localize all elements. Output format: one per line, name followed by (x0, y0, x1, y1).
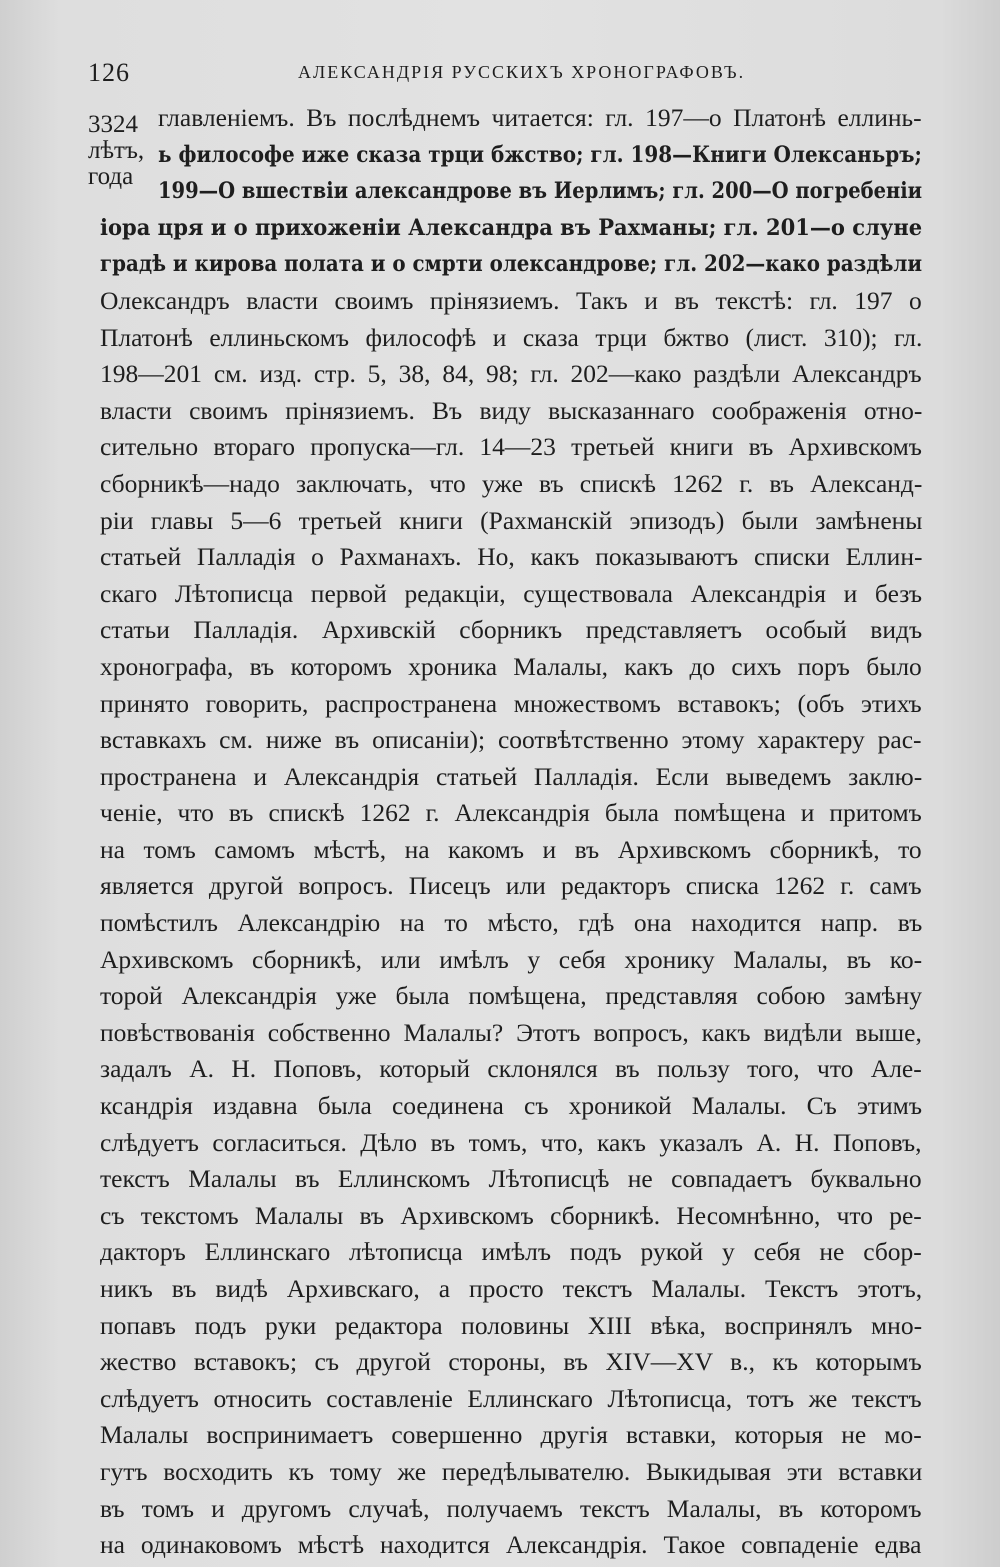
text-line: сборникѣ—надо заключать, что уже въ спискѣ 1262 г. въ Александ- (100, 468, 922, 498)
text-line: градѣ и кирова полата и о смрти олександрове; гл. 202—како раздѣли (100, 251, 922, 278)
text-line: принято говорить, распространена множествомъ вставокъ; (объ этихъ (100, 688, 922, 718)
text-line: задалъ А. Н. Поповъ, который склонялся въ пользу того, что Але- (100, 1054, 922, 1084)
page-header (88, 48, 928, 88)
text-line: гутъ восходить къ тому же передѣлывателю. Выкидывая эти вставки (100, 1456, 922, 1486)
text-line: главленіемъ. Въ послѣднемъ читается: гл. 197—о Платонѣ еллинь- (158, 103, 922, 132)
text-line: попавъ подъ руки редактора половины XIII вѣка, воспринялъ мно- (100, 1310, 922, 1340)
text-line: іора цря и о прихоженіи Александра въ Рахманы; гл. 201—о слуне (100, 214, 922, 241)
text-line: слѣдуетъ согласиться. Дѣло въ томъ, что, какъ указалъ А. Н. Поповъ, (100, 1127, 922, 1157)
text-line: скаго Лѣтописца первой редакціи, существовала Александрія и безъ (100, 578, 922, 608)
margin-note-of-year: года (88, 163, 134, 190)
text-line: въ томъ и другомъ случаѣ, получаемъ текстъ Малалы, въ которомъ (100, 1493, 922, 1523)
page-number: 126 (88, 58, 130, 87)
text-line: никъ въ видѣ Архивскаго, а просто текстъ Малалы. Текстъ этотъ, (100, 1274, 922, 1303)
text-line: статьей Палладія о Рахманахъ. Но, какъ показываютъ списки Еллин- (100, 542, 922, 572)
running-title: АЛЕКСАНДРІЯ РУССКИХЪ ХРОНОГРАФОВЪ. (298, 62, 746, 82)
text-line: статьи Палладія. Архивскій сборникъ представляетъ особый видъ (100, 615, 922, 645)
text-line: Платонѣ еллиньскомъ философѣ и сказа трци бжтво (лист. 310); гл. (100, 322, 922, 352)
text-line: дакторъ Еллинскаго лѣтописца имѣлъ подъ рукой у себя не сбор- (100, 1237, 922, 1267)
text-line: ксандрія издавна была соединена съ хроникой Малалы. Съ этимъ (100, 1091, 922, 1121)
text-line: торой Александрія уже была помѣщена, представляя собою замѣну (100, 981, 922, 1011)
text-line: на томъ самомъ мѣстѣ, на какомъ и въ Архивскомъ сборникѣ, то (100, 834, 922, 864)
text-line: на одинаковомъ мѣстѣ находится Александрія. Такое совпаденіе едва (100, 1530, 922, 1560)
text-line: сительно втораго пропуска—гл. 14—23 третьей книги въ Архивскомъ (100, 432, 922, 462)
text-line: ріи главы 5—6 третьей книги (Рахманскій эпизодъ) были замѣнены (100, 505, 922, 535)
text-line: хронографа, въ которомъ хроника Малалы, какъ до сихъ поръ было (100, 651, 922, 681)
text-line: повѣствованія собственно Малалы? Этотъ вопросъ, какъ видѣли выше, (100, 1017, 922, 1047)
text-line: ь философе иже сказа трци бжство; гл. 198—Книги Олексаньръ; (158, 141, 922, 168)
text-line: пространена и Александрія статьей Палладія. Если выведемъ заклю- (100, 761, 922, 791)
text-line: Олександръ власти своимъ прінязиемъ. Такъ и въ текстѣ: гл. 197 о (100, 285, 922, 315)
text-line: ченіе, что въ спискѣ 1262 г. Александрія была помѣщена и притомъ (100, 798, 922, 828)
text-line: слѣдуетъ относить составленіе Еллинскаго Лѣтописца, тотъ же текстъ (100, 1383, 922, 1413)
text-line: съ текстомъ Малалы въ Архивскомъ сборникѣ. Несомнѣнно, что ре- (100, 1200, 922, 1230)
text-line: вставкахъ см. ниже въ описаніи); соотвѣтственно этому характеру рас- (100, 725, 922, 755)
text-line: Архивскомъ сборникѣ, или имѣлъ у себя хронику Малалы, въ ко- (100, 944, 922, 974)
text-line: 198—201 см. изд. стр. 5, 38, 84, 98; гл. 202—како раздѣли Александръ (100, 359, 922, 389)
text-line: 199—О вшествіи александрове въ Иерлимъ; гл. 200—О погребеніи (158, 178, 922, 205)
text-line: помѣстилъ Александрію на то мѣсто, гдѣ она находится напр. въ (100, 908, 922, 938)
text-line: является другой вопросъ. Писецъ или редакторъ списка 1262 г. самъ (100, 871, 922, 901)
body-text (100, 100, 922, 1564)
text-line: власти своимъ прінязиемъ. Въ виду высказаннаго соображенія отно- (100, 395, 922, 425)
margin-note-year-number: 3324 (88, 111, 138, 138)
text-line: Малалы воспринимаетъ совершенно другія вставки, которыя не мо- (100, 1420, 922, 1450)
text-line: текстъ Малалы въ Еллинскомъ Лѣтописцѣ не совпадаетъ буквально (100, 1164, 922, 1194)
text-line: жество вставокъ; съ другой стороны, въ XIV—XV в., къ которымъ (100, 1347, 922, 1377)
margin-note-years: лѣтъ, (88, 137, 145, 164)
